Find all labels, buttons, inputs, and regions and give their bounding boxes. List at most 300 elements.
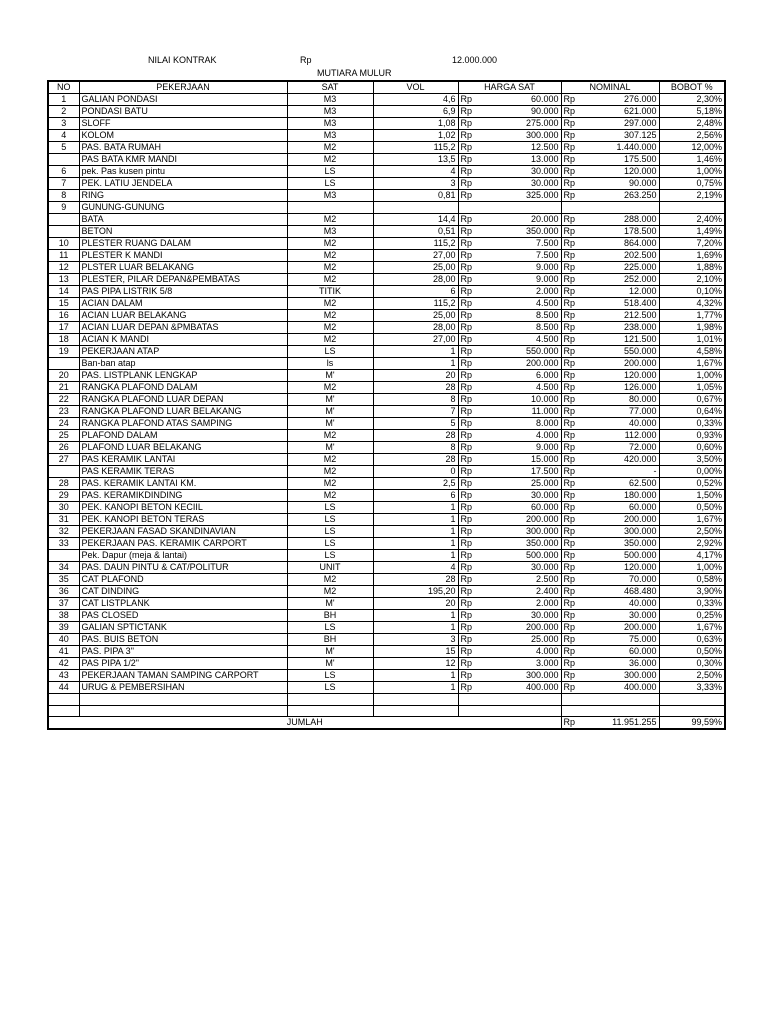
row-weight: 4,58%: [659, 346, 725, 358]
table-header-row: [48, 81, 725, 94]
row-weight: 0,63%: [659, 634, 725, 646]
row-unit-price: 11.000: [478, 406, 561, 418]
table-row: [48, 130, 725, 142]
row-weight: 2,56%: [659, 130, 725, 142]
row-price-currency: Rp: [458, 478, 478, 490]
row-unit-price: 300.000: [478, 130, 561, 142]
row-volume: 1: [373, 358, 458, 370]
row-weight: 1,01%: [659, 334, 725, 346]
empty-cell: [561, 705, 581, 717]
row-nominal: 121.500: [581, 334, 659, 346]
table-row: [48, 538, 725, 550]
row-nominal: 62.500: [581, 478, 659, 490]
row-price-currency: Rp: [458, 178, 478, 190]
row-unit: M3: [287, 130, 373, 142]
row-volume: 27,00: [373, 334, 458, 346]
row-no: 3: [48, 118, 79, 130]
row-weight: 2,30%: [659, 94, 725, 106]
row-nominal-currency: Rp: [561, 586, 581, 598]
row-volume: 1,08: [373, 118, 458, 130]
row-no: 14: [48, 286, 79, 298]
row-weight: 2,19%: [659, 190, 725, 202]
empty-cell: [458, 705, 478, 717]
row-no: 42: [48, 658, 79, 670]
row-item: ACIAN DALAM: [79, 298, 287, 310]
row-unit: M2: [287, 322, 373, 334]
row-unit: LS: [287, 502, 373, 514]
col-vol-header: VOL: [373, 81, 458, 94]
row-weight: 4,32%: [659, 298, 725, 310]
row-no: 41: [48, 646, 79, 658]
row-unit: BH: [287, 610, 373, 622]
row-weight: 0,58%: [659, 574, 725, 586]
contract-label: NILAI KONTRAK: [148, 55, 217, 65]
total-weight: 99,59%: [659, 717, 725, 730]
empty-cell: [659, 705, 725, 717]
row-unit: LS: [287, 526, 373, 538]
row-volume: 25,00: [373, 310, 458, 322]
row-unit: M': [287, 658, 373, 670]
table-row: [48, 574, 725, 586]
row-price-currency: Rp: [458, 430, 478, 442]
row-unit-price: 200.000: [478, 358, 561, 370]
row-unit-price: 25.000: [478, 634, 561, 646]
row-price-currency: Rp: [458, 670, 478, 682]
row-unit-price: 2.000: [478, 598, 561, 610]
row-weight: 0,50%: [659, 646, 725, 658]
row-price-currency: Rp: [458, 118, 478, 130]
row-unit: M3: [287, 94, 373, 106]
row-item: PAS PIPA LISTRIK 5/8: [79, 286, 287, 298]
row-volume: 28,00: [373, 274, 458, 286]
row-nominal-currency: Rp: [561, 310, 581, 322]
row-nominal-currency: Rp: [561, 466, 581, 478]
total-row: [48, 717, 725, 730]
row-unit-price: 400.000: [478, 682, 561, 694]
empty-cell: [478, 705, 561, 717]
row-unit: LS: [287, 166, 373, 178]
table-row: [48, 442, 725, 454]
row-unit: M2: [287, 262, 373, 274]
row-nominal-currency: Rp: [561, 262, 581, 274]
table-row: [48, 262, 725, 274]
row-nominal: 202.500: [581, 250, 659, 262]
row-no: 39: [48, 622, 79, 634]
row-weight: 1,98%: [659, 322, 725, 334]
row-unit-price: 8.000: [478, 418, 561, 430]
row-volume: 195,20: [373, 586, 458, 598]
row-weight: 0,33%: [659, 598, 725, 610]
row-nominal: 30.000: [581, 610, 659, 622]
row-no: 10: [48, 238, 79, 250]
row-item: PAS. LISTPLANK LENGKAP: [79, 370, 287, 382]
row-price-currency: Rp: [458, 490, 478, 502]
empty-cell: [79, 705, 287, 717]
row-nominal: 307.125: [581, 130, 659, 142]
row-price-currency: Rp: [458, 682, 478, 694]
row-nominal: 300.000: [581, 526, 659, 538]
row-item: PLESTER K MANDI: [79, 250, 287, 262]
row-no: [48, 154, 79, 166]
row-volume: 28: [373, 574, 458, 586]
row-nominal-currency: Rp: [561, 346, 581, 358]
empty-cell: [48, 705, 79, 717]
row-no: 22: [48, 394, 79, 406]
row-nominal-currency: Rp: [561, 550, 581, 562]
row-price-currency: Rp: [458, 250, 478, 262]
row-unit-price: 9.000: [478, 262, 561, 274]
row-nominal: 400.000: [581, 682, 659, 694]
row-item: PEKERJAAN ATAP: [79, 346, 287, 358]
row-nominal-currency: Rp: [561, 562, 581, 574]
row-unit: M2: [287, 250, 373, 262]
row-weight: 2,48%: [659, 118, 725, 130]
row-nominal: 178.500: [581, 226, 659, 238]
table-row: [48, 394, 725, 406]
row-unit: LS: [287, 670, 373, 682]
row-volume: 7: [373, 406, 458, 418]
row-item: SLOFF: [79, 118, 287, 130]
row-item: pek. Pas kusen pintu: [79, 166, 287, 178]
row-no: [48, 550, 79, 562]
table-row: [48, 190, 725, 202]
row-no: 6: [48, 166, 79, 178]
row-nominal: 212.500: [581, 310, 659, 322]
row-price-currency: Rp: [458, 382, 478, 394]
row-volume: 25,00: [373, 262, 458, 274]
row-volume: 4,6: [373, 94, 458, 106]
row-unit: M2: [287, 154, 373, 166]
row-unit: M2: [287, 142, 373, 154]
col-nominal-header: NOMINAL: [561, 81, 659, 94]
row-unit-price: 60.000: [478, 502, 561, 514]
empty-cell: [659, 694, 725, 706]
row-no: 23: [48, 406, 79, 418]
row-price-currency: Rp: [458, 646, 478, 658]
table-row: [48, 346, 725, 358]
row-unit: LS: [287, 682, 373, 694]
row-weight: 1,67%: [659, 514, 725, 526]
row-nominal-currency: Rp: [561, 154, 581, 166]
row-volume: 6,9: [373, 106, 458, 118]
row-unit: M2: [287, 454, 373, 466]
row-price-currency: Rp: [458, 406, 478, 418]
row-item: PLESTER, PILAR DEPAN&PEMBATAS: [79, 274, 287, 286]
row-nominal: 77.000: [581, 406, 659, 418]
row-unit-price: 7.500: [478, 250, 561, 262]
row-unit-price: 25.000: [478, 478, 561, 490]
row-unit-price: 30.000: [478, 178, 561, 190]
row-weight: 1,00%: [659, 166, 725, 178]
row-volume: 2,5: [373, 478, 458, 490]
row-volume: 1: [373, 610, 458, 622]
empty-cell: [373, 705, 458, 717]
row-weight: 0,75%: [659, 178, 725, 190]
row-unit: M2: [287, 310, 373, 322]
row-nominal: 200.000: [581, 514, 659, 526]
row-nominal-currency: Rp: [561, 646, 581, 658]
table-row: [48, 286, 725, 298]
total-label: JUMLAH: [48, 717, 561, 730]
row-unit: M2: [287, 214, 373, 226]
row-weight: 2,92%: [659, 538, 725, 550]
row-unit: LS: [287, 346, 373, 358]
row-unit-price: 350.000: [478, 226, 561, 238]
row-volume: 12: [373, 658, 458, 670]
row-weight: 1,46%: [659, 154, 725, 166]
row-price-currency: Rp: [458, 394, 478, 406]
row-unit-price: 60.000: [478, 94, 561, 106]
row-volume: 1: [373, 550, 458, 562]
table-row: [48, 178, 725, 190]
row-volume: 28: [373, 454, 458, 466]
row-price-currency: Rp: [458, 310, 478, 322]
empty-row: [48, 694, 725, 706]
row-unit: M': [287, 646, 373, 658]
row-unit-price: 12.500: [478, 142, 561, 154]
table-row: [48, 250, 725, 262]
row-unit: M3: [287, 190, 373, 202]
row-volume: 5: [373, 418, 458, 430]
contract-currency: Rp: [300, 55, 312, 65]
row-nominal: 60.000: [581, 502, 659, 514]
row-price-currency: Rp: [458, 610, 478, 622]
table-row: [48, 634, 725, 646]
row-no: 21: [48, 382, 79, 394]
row-unit: M': [287, 598, 373, 610]
row-price-currency: Rp: [458, 214, 478, 226]
row-nominal-currency: Rp: [561, 214, 581, 226]
row-unit: M2: [287, 274, 373, 286]
row-nominal: 288.000: [581, 214, 659, 226]
table-row: [48, 118, 725, 130]
row-volume: 8: [373, 394, 458, 406]
row-nominal-currency: Rp: [561, 478, 581, 490]
row-price-currency: Rp: [458, 226, 478, 238]
row-item: PAS CLOSED: [79, 610, 287, 622]
row-unit: LS: [287, 622, 373, 634]
row-nominal-currency: Rp: [561, 166, 581, 178]
row-no: 43: [48, 670, 79, 682]
row-nominal-currency: Rp: [561, 634, 581, 646]
row-volume: 28: [373, 430, 458, 442]
row-volume: 28: [373, 382, 458, 394]
row-price-currency: Rp: [458, 370, 478, 382]
row-unit: M3: [287, 226, 373, 238]
col-pekerjaan-header: PEKERJAAN: [79, 81, 287, 94]
row-nominal-currency: Rp: [561, 286, 581, 298]
row-volume: [373, 202, 458, 214]
row-unit: M': [287, 370, 373, 382]
row-no: 27: [48, 454, 79, 466]
row-nominal-currency: Rp: [561, 526, 581, 538]
row-no: 2: [48, 106, 79, 118]
row-price-currency: Rp: [458, 166, 478, 178]
row-price-currency: Rp: [458, 658, 478, 670]
row-unit-price: 8.500: [478, 310, 561, 322]
row-weight: 0,64%: [659, 406, 725, 418]
row-no: 36: [48, 586, 79, 598]
row-item: ACIAN LUAR BELAKANG: [79, 310, 287, 322]
row-nominal-currency: Rp: [561, 382, 581, 394]
row-item: RING: [79, 190, 287, 202]
row-item: PAS. KERAMIK LANTAI KM.: [79, 478, 287, 490]
row-nominal-currency: Rp: [561, 226, 581, 238]
row-nominal: 297.000: [581, 118, 659, 130]
row-unit: M': [287, 442, 373, 454]
row-unit-price: 30.000: [478, 166, 561, 178]
row-unit: M2: [287, 490, 373, 502]
row-nominal-currency: Rp: [561, 190, 581, 202]
table-row: [48, 202, 725, 214]
row-item: GUNUNG-GUNUNG: [79, 202, 287, 214]
row-item: PAS. DAUN PINTU & CAT/POLITUR: [79, 562, 287, 574]
table-row: [48, 622, 725, 634]
row-no: 28: [48, 478, 79, 490]
row-no: 13: [48, 274, 79, 286]
row-item: ACIAN LUAR DEPAN &PMBATAS: [79, 322, 287, 334]
row-volume: 4: [373, 562, 458, 574]
row-nominal: 225.000: [581, 262, 659, 274]
row-no: 38: [48, 610, 79, 622]
row-unit-price: 4.000: [478, 646, 561, 658]
row-nominal: 112.000: [581, 430, 659, 442]
row-unit: M2: [287, 334, 373, 346]
row-no: 44: [48, 682, 79, 694]
row-item: ACIAN K MANDI: [79, 334, 287, 346]
row-price-currency: Rp: [458, 502, 478, 514]
row-nominal-currency: Rp: [561, 538, 581, 550]
row-unit: LS: [287, 538, 373, 550]
row-weight: 12,00%: [659, 142, 725, 154]
row-unit: ls: [287, 358, 373, 370]
row-nominal-currency: Rp: [561, 454, 581, 466]
row-unit-price: 350.000: [478, 538, 561, 550]
table-row: [48, 370, 725, 382]
row-price-currency: Rp: [458, 94, 478, 106]
table-row: [48, 334, 725, 346]
row-item: RANGKA PLAFOND LUAR DEPAN: [79, 394, 287, 406]
row-no: 18: [48, 334, 79, 346]
row-volume: 27,00: [373, 250, 458, 262]
row-price-currency: Rp: [458, 454, 478, 466]
row-nominal: 621.000: [581, 106, 659, 118]
row-unit: [287, 202, 373, 214]
row-no: 25: [48, 430, 79, 442]
row-price-currency: Rp: [458, 574, 478, 586]
row-item: PEK. LATIU JENDELA: [79, 178, 287, 190]
row-nominal: 75.000: [581, 634, 659, 646]
row-volume: 115,2: [373, 238, 458, 250]
row-volume: 0,51: [373, 226, 458, 238]
row-no: 12: [48, 262, 79, 274]
row-unit-price: 30.000: [478, 562, 561, 574]
row-weight: 0,10%: [659, 286, 725, 298]
row-nominal-currency: Rp: [561, 598, 581, 610]
row-unit-price: 550.000: [478, 346, 561, 358]
row-no: [48, 466, 79, 478]
row-item: PAS KERAMIK LANTAI: [79, 454, 287, 466]
row-item: PLSTER LUAR BELAKANG: [79, 262, 287, 274]
row-unit: M': [287, 418, 373, 430]
row-nominal: 72.000: [581, 442, 659, 454]
row-item: BETON: [79, 226, 287, 238]
row-nominal: [581, 202, 659, 214]
row-item: URUG & PEMBERSIHAN: [79, 682, 287, 694]
row-no: 1: [48, 94, 79, 106]
row-price-currency: [458, 202, 478, 214]
row-item: PEK. KANOPI BETON TERAS: [79, 514, 287, 526]
table-row: [48, 274, 725, 286]
row-nominal-currency: Rp: [561, 130, 581, 142]
row-price-currency: Rp: [458, 106, 478, 118]
row-volume: 14,4: [373, 214, 458, 226]
row-price-currency: Rp: [458, 586, 478, 598]
row-volume: 3: [373, 178, 458, 190]
row-nominal: 468.480: [581, 586, 659, 598]
row-price-currency: Rp: [458, 538, 478, 550]
row-weight: 2,10%: [659, 274, 725, 286]
row-nominal: 518.400: [581, 298, 659, 310]
row-unit-price: 2.500: [478, 574, 561, 586]
row-weight: 0,30%: [659, 658, 725, 670]
row-item: RANGKA PLAFOND DALAM: [79, 382, 287, 394]
row-weight: 1,50%: [659, 490, 725, 502]
table-row: [48, 670, 725, 682]
row-no: 24: [48, 418, 79, 430]
row-unit-price: 30.000: [478, 490, 561, 502]
row-price-currency: Rp: [458, 334, 478, 346]
row-no: [48, 214, 79, 226]
row-nominal-currency: Rp: [561, 178, 581, 190]
row-no: 19: [48, 346, 79, 358]
row-unit-price: 275.000: [478, 118, 561, 130]
empty-cell: [48, 694, 79, 706]
row-nominal: 500.000: [581, 550, 659, 562]
row-no: 35: [48, 574, 79, 586]
row-unit-price: 8.500: [478, 322, 561, 334]
row-unit-price: 200.000: [478, 622, 561, 634]
cost-table: [47, 80, 726, 730]
row-nominal-currency: Rp: [561, 118, 581, 130]
table-row: [48, 514, 725, 526]
table-row: [48, 358, 725, 370]
table-row: [48, 238, 725, 250]
row-price-currency: Rp: [458, 598, 478, 610]
contract-amount: 12.000.000: [452, 55, 498, 65]
row-nominal: 350.000: [581, 538, 659, 550]
empty-cell: [561, 694, 581, 706]
row-unit-price: 4.500: [478, 382, 561, 394]
row-weight: 4,17%: [659, 550, 725, 562]
row-price-currency: Rp: [458, 562, 478, 574]
row-item: CAT LISTPLANK: [79, 598, 287, 610]
row-no: 31: [48, 514, 79, 526]
row-nominal: 80.000: [581, 394, 659, 406]
table-row: [48, 646, 725, 658]
row-item: PAS PIPA 1/2": [79, 658, 287, 670]
row-nominal-currency: Rp: [561, 106, 581, 118]
row-unit: LS: [287, 550, 373, 562]
table-row: [48, 598, 725, 610]
row-nominal-currency: Rp: [561, 238, 581, 250]
row-price-currency: Rp: [458, 634, 478, 646]
table-row: [48, 478, 725, 490]
row-weight: 3,90%: [659, 586, 725, 598]
row-item: PEKERJAAN TAMAN SAMPING CARPORT: [79, 670, 287, 682]
table-row: [48, 214, 725, 226]
row-nominal-currency: Rp: [561, 250, 581, 262]
